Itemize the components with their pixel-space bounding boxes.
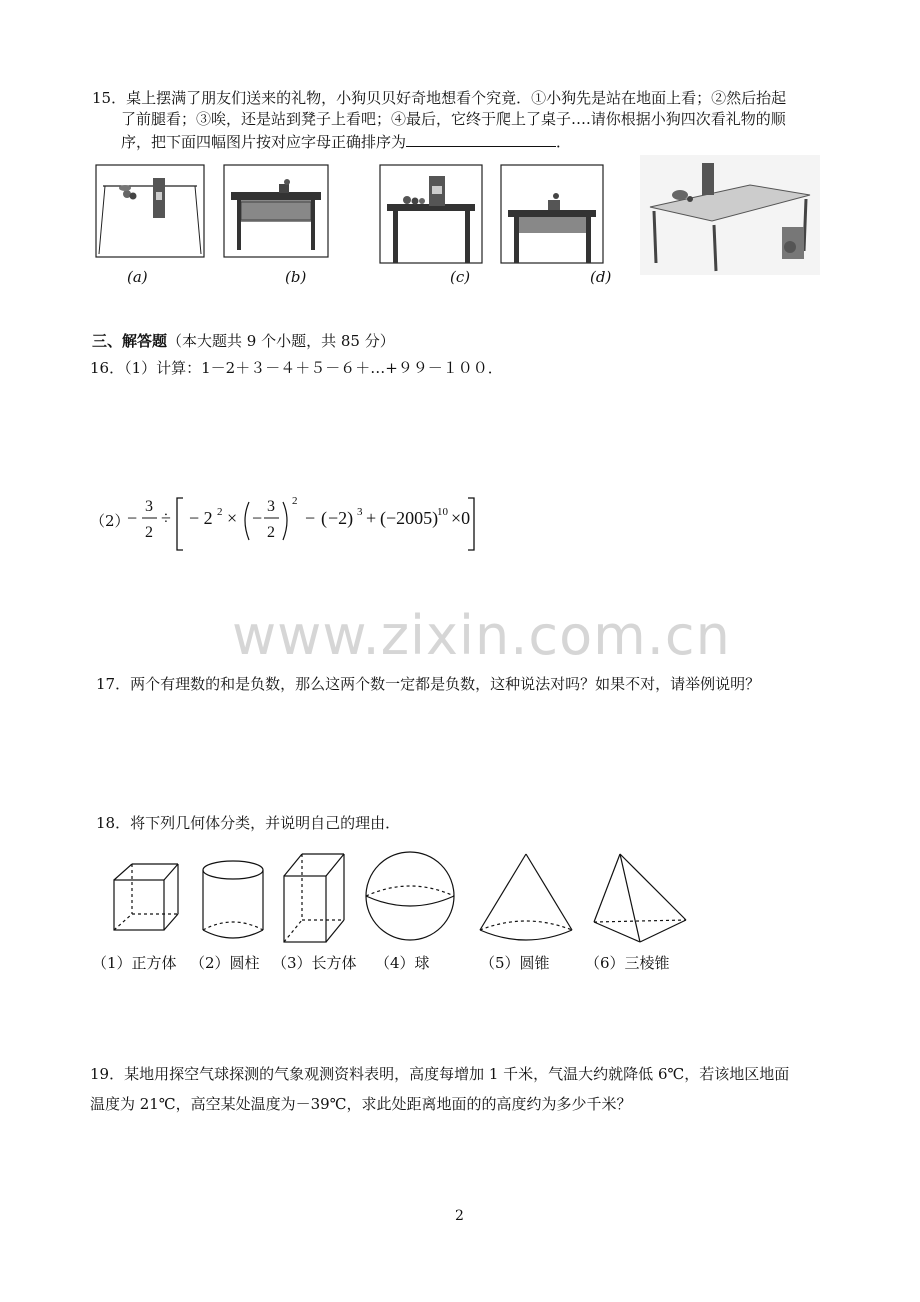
cube-shape (114, 864, 178, 930)
q15-line-3-end: ． (556, 133, 572, 151)
section-title: 三、解答题 (92, 332, 168, 350)
table-and-dog-illustration (640, 155, 820, 275)
svg-text:+: + (366, 508, 377, 528)
section-note: （本大题共 9 个小题，共 85 分） (167, 332, 395, 350)
sphere-shape (366, 852, 454, 940)
picture-b (223, 164, 329, 258)
svg-text:−: − (127, 508, 138, 528)
svg-text:×: × (227, 508, 238, 528)
picture-a (95, 164, 205, 258)
svg-text:3: 3 (267, 498, 275, 515)
section-heading (92, 330, 395, 352)
q15-line-1: 15．桌上摆满了朋友们送来的礼物，小狗贝贝好奇地想看个究竟．①小狗先是站在地面上看；②然后抬起 (92, 89, 787, 107)
svg-text:2: 2 (145, 524, 153, 541)
svg-text:×0: ×0 (451, 508, 471, 528)
q16-part-1: 16．（1）计算：1－2＋３－４＋５－６＋…+９９－１００． (90, 359, 503, 377)
svg-text:2: 2 (217, 506, 223, 518)
q19-line-2: 温度为 21℃，高空某处温度为－39℃，求此处距离地面的的高度约为多少千米？ (90, 1095, 632, 1113)
page-number: 2 (455, 1208, 464, 1224)
q15-line-3-text: 序，把下面四幅图片按对应字母正确排序为 (121, 133, 407, 151)
q18-text: 18．将下列几何体分类，并说明自己的理由． (96, 814, 401, 832)
caption-d: (d) (590, 268, 612, 286)
svg-text:−2): −2) (328, 508, 354, 528)
svg-text:10: 10 (437, 506, 448, 518)
shape-label-cylinder: （2）圆柱 (190, 954, 260, 972)
q17-text: 17．两个有理数的和是负数，那么这两个数一定都是负数，这种说法对吗？如果不对，请举例说明？ (96, 675, 761, 693)
q15-line-3 (121, 130, 571, 153)
q15-line-2: 了前腿看；③唉，还是站到凳子上看吧；④最后，它终于爬上了桌子….请你根据小狗四次看礼物的顺 (121, 110, 786, 128)
svg-text:2: 2 (267, 524, 275, 541)
svg-text:3: 3 (145, 498, 153, 515)
svg-text:−: − (252, 508, 263, 528)
picture-c (379, 164, 483, 264)
cuboid-shape (284, 854, 344, 942)
triangular-pyramid-shape (594, 854, 686, 942)
watermark: www.zixin.com.cn (232, 604, 731, 667)
svg-text:− 2: − 2 (189, 508, 213, 528)
cylinder-shape (203, 861, 263, 938)
svg-text:−: − (305, 508, 316, 528)
shape-label-cone: （5）圆锥 (480, 954, 550, 972)
shape-label-sphere: （4）球 (375, 954, 430, 972)
cone-shape (480, 854, 572, 940)
svg-text:(−2005): (−2005) (380, 508, 439, 528)
shape-label-pyramid: （6）三棱锥 (585, 954, 670, 972)
q16-part-2-expression (125, 488, 485, 558)
caption-a: (a) (127, 268, 148, 286)
svg-text:3: 3 (357, 506, 363, 518)
svg-text:÷: ÷ (161, 508, 171, 528)
q16-part-2-label: （2） (90, 512, 130, 530)
q19-line-1: 19．某地用探空气球探测的气象观测资料表明，高度每增加 1 千米，气温大约就降低 6℃，若该地区地面 (90, 1065, 790, 1083)
geometric-solids (110, 850, 710, 950)
svg-text:2: 2 (292, 495, 298, 507)
answer-blank (406, 130, 556, 147)
picture-d (500, 164, 604, 264)
svg-text:(: ( (321, 508, 327, 528)
shape-label-cuboid: （3）长方体 (272, 954, 357, 972)
caption-c: (c) (450, 268, 471, 286)
shape-label-cube: （1）正方体 (92, 954, 177, 972)
caption-b: (b) (285, 268, 307, 286)
